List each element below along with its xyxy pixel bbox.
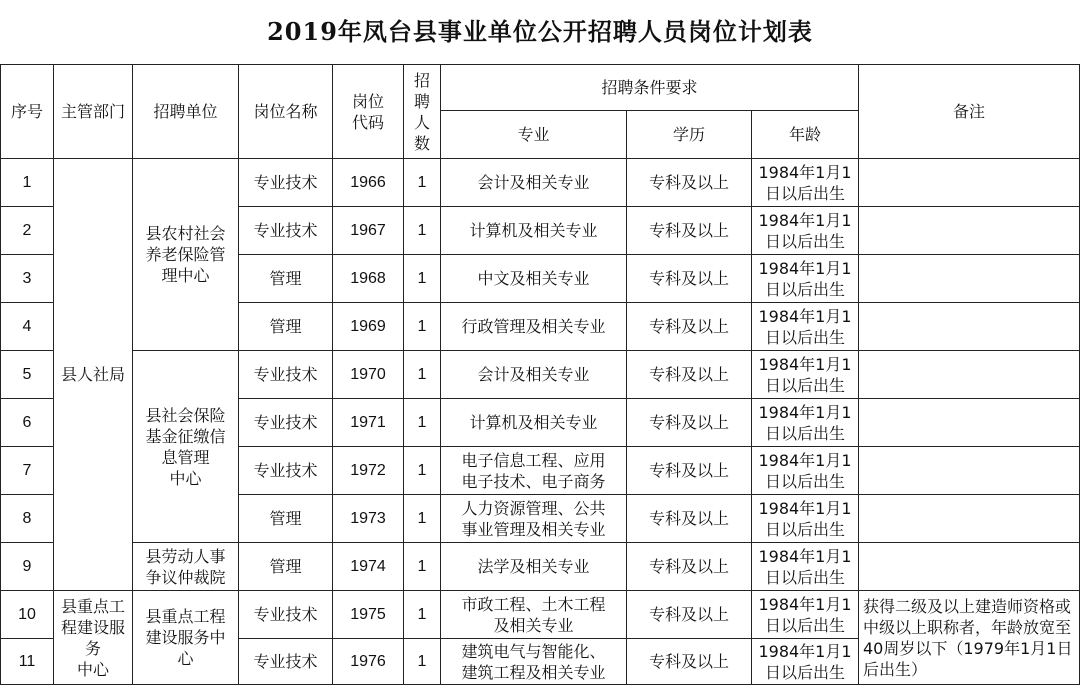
row-major: 行政管理及相关专业 (441, 303, 627, 351)
department-cell: 县重点工 程建设服 务 中心 (54, 591, 133, 685)
row-major: 人力资源管理、公共 事业管理及相关专业 (441, 495, 627, 543)
row-code: 1970 (333, 351, 404, 399)
row-index: 3 (1, 255, 54, 303)
header-unit: 招聘单位 (133, 65, 239, 159)
row-count: 1 (404, 399, 441, 447)
unit-cell: 县劳动人事 争议仲裁院 (133, 543, 239, 591)
row-code: 1968 (333, 255, 404, 303)
header-index: 序号 (1, 65, 54, 159)
row-education: 专科及以上 (627, 255, 752, 303)
row-major: 建筑电气与智能化、 建筑工程及相关专业 (441, 639, 627, 685)
row-index: 4 (1, 303, 54, 351)
unit-cell: 县农村社会 养老保险管 理中心 (133, 159, 239, 351)
row-code: 1974 (333, 543, 404, 591)
row-index: 6 (1, 399, 54, 447)
row-position: 专业技术 (239, 447, 333, 495)
row-position: 专业技术 (239, 399, 333, 447)
row-index: 11 (1, 639, 54, 685)
row-major: 电子信息工程、应用 电子技术、电子商务 (441, 447, 627, 495)
table-header (1, 65, 1080, 159)
row-code: 1976 (333, 639, 404, 685)
row-education: 专科及以上 (627, 639, 752, 685)
row-count: 1 (404, 303, 441, 351)
row-education: 专科及以上 (627, 159, 752, 207)
row-major: 市政工程、土木工程 及相关专业 (441, 591, 627, 639)
row-remarks (859, 351, 1080, 399)
header-count: 招 聘 人 数 (404, 65, 441, 159)
row-education: 专科及以上 (627, 591, 752, 639)
row-age: 1984年1月1 日以后出生 (752, 495, 859, 543)
row-index: 9 (1, 543, 54, 591)
row-position: 管理 (239, 303, 333, 351)
row-code: 1966 (333, 159, 404, 207)
unit-cell: 县社会保险 基金征缴信 息管理 中心 (133, 351, 239, 543)
document-title: 2019年凤台县事业单位公开招聘人员岗位计划表 (267, 17, 813, 46)
row-index: 2 (1, 207, 54, 255)
row-index: 10 (1, 591, 54, 639)
row-education: 专科及以上 (627, 495, 752, 543)
row-count: 1 (404, 351, 441, 399)
row-major: 计算机及相关专业 (441, 207, 627, 255)
row-count: 1 (404, 639, 441, 685)
row-remarks (859, 159, 1080, 207)
row-count: 1 (404, 591, 441, 639)
row-position: 专业技术 (239, 159, 333, 207)
table-row (1, 159, 1080, 207)
header-department: 主管部门 (54, 65, 133, 159)
row-age: 1984年1月1 日以后出生 (752, 639, 859, 685)
row-education: 专科及以上 (627, 207, 752, 255)
table-row (1, 351, 1080, 399)
row-age: 1984年1月1 日以后出生 (752, 207, 859, 255)
row-major: 中文及相关专业 (441, 255, 627, 303)
table-body (1, 159, 1080, 685)
row-position: 管理 (239, 255, 333, 303)
row-index: 5 (1, 351, 54, 399)
row-major: 计算机及相关专业 (441, 399, 627, 447)
row-remarks (859, 447, 1080, 495)
row-count: 1 (404, 159, 441, 207)
header-requirements: 招聘条件要求 (441, 65, 859, 111)
row-count: 1 (404, 207, 441, 255)
row-code: 1969 (333, 303, 404, 351)
header-remarks: 备注 (859, 65, 1080, 159)
row-remarks (859, 543, 1080, 591)
row-major: 会计及相关专业 (441, 159, 627, 207)
row-education: 专科及以上 (627, 447, 752, 495)
department-cell: 县人社局 (54, 159, 133, 591)
row-count: 1 (404, 255, 441, 303)
header-position: 岗位名称 (239, 65, 333, 159)
row-age: 1984年1月1 日以后出生 (752, 399, 859, 447)
row-index: 8 (1, 495, 54, 543)
row-age: 1984年1月1 日以后出生 (752, 303, 859, 351)
row-code: 1975 (333, 591, 404, 639)
row-count: 1 (404, 495, 441, 543)
row-remarks (859, 495, 1080, 543)
row-position: 管理 (239, 543, 333, 591)
row-age: 1984年1月1 日以后出生 (752, 543, 859, 591)
row-count: 1 (404, 543, 441, 591)
row-position: 专业技术 (239, 351, 333, 399)
row-code: 1971 (333, 399, 404, 447)
row-position: 专业技术 (239, 207, 333, 255)
row-remarks (859, 303, 1080, 351)
table-row (1, 543, 1080, 591)
row-position: 专业技术 (239, 591, 333, 639)
row-education: 专科及以上 (627, 543, 752, 591)
row-index: 1 (1, 159, 54, 207)
row-age: 1984年1月1 日以后出生 (752, 159, 859, 207)
row-age: 1984年1月1 日以后出生 (752, 447, 859, 495)
row-age: 1984年1月1 日以后出生 (752, 255, 859, 303)
row-remarks (859, 399, 1080, 447)
row-education: 专科及以上 (627, 303, 752, 351)
unit-cell: 县重点工程 建设服务中 心 (133, 591, 239, 685)
row-count: 1 (404, 447, 441, 495)
row-code: 1973 (333, 495, 404, 543)
header-major: 专业 (441, 111, 627, 159)
row-position: 专业技术 (239, 639, 333, 685)
recruitment-table (0, 64, 1080, 685)
row-age: 1984年1月1 日以后出生 (752, 591, 859, 639)
row-remarks (859, 207, 1080, 255)
header-age: 年龄 (752, 111, 859, 159)
row-position: 管理 (239, 495, 333, 543)
header-education: 学历 (627, 111, 752, 159)
row-index: 7 (1, 447, 54, 495)
row-education: 专科及以上 (627, 351, 752, 399)
table-row (1, 591, 1080, 639)
row-major: 会计及相关专业 (441, 351, 627, 399)
remarks-cell: 获得二级及以上建造师资格或中级以上职称者，年龄放宽至40周岁以下（1979年1月1日后出生） (859, 591, 1080, 685)
row-code: 1972 (333, 447, 404, 495)
row-code: 1967 (333, 207, 404, 255)
row-age: 1984年1月1 日以后出生 (752, 351, 859, 399)
header-code: 岗位 代码 (333, 65, 404, 159)
row-major: 法学及相关专业 (441, 543, 627, 591)
row-education: 专科及以上 (627, 399, 752, 447)
row-remarks (859, 255, 1080, 303)
